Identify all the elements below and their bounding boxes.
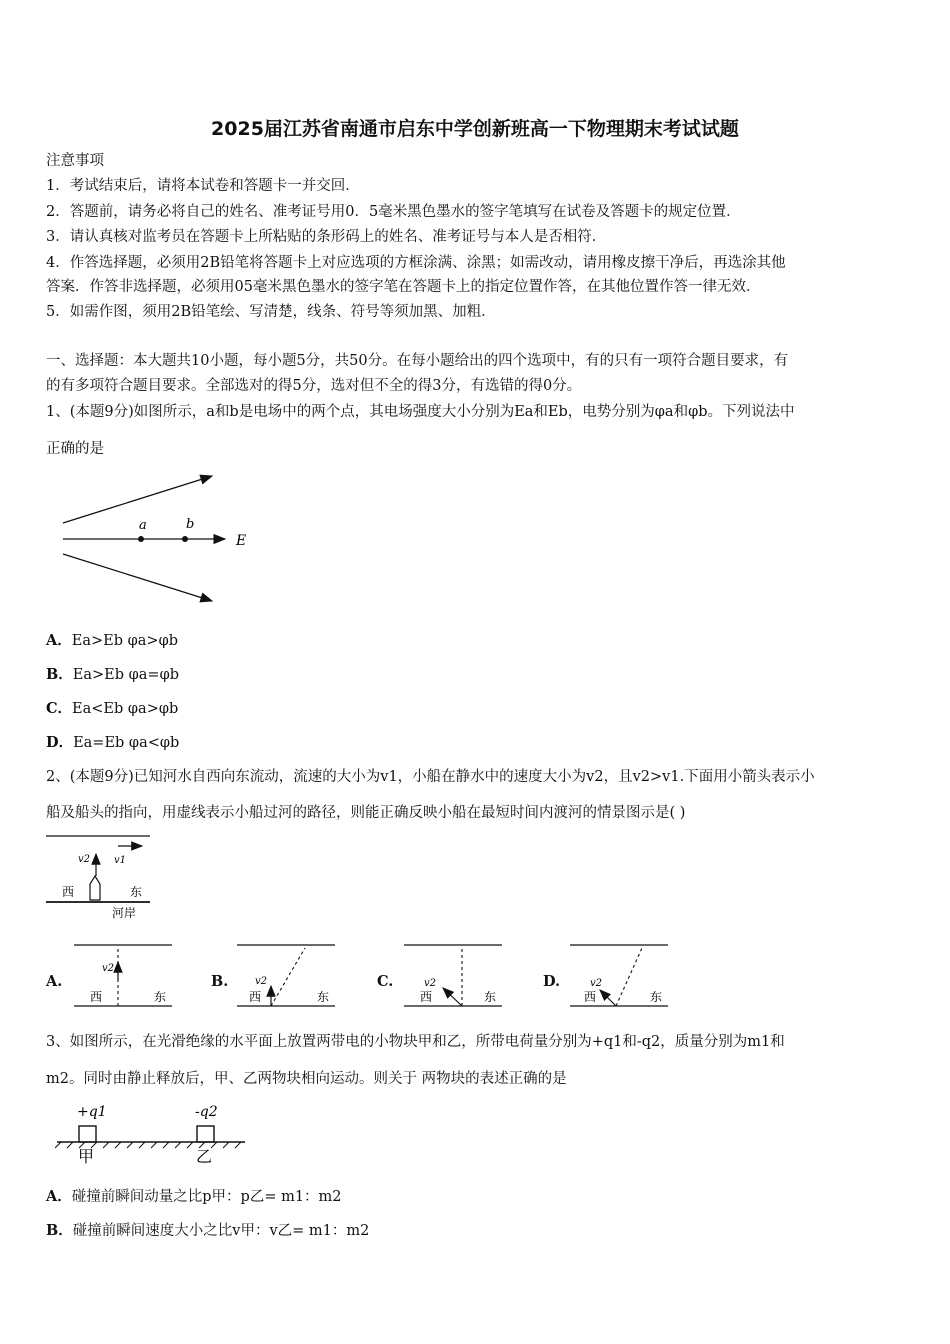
q2-option-d-label: D. (543, 973, 561, 990)
v2-label: v2 (78, 854, 91, 865)
q2-option-a-label: A. (46, 973, 63, 990)
label-E: E (236, 533, 247, 549)
q1-field-figure (55, 468, 265, 608)
notice-item: 2．答题前，请务必将自己的姓名、准考证号用0．5毫米黑色墨水的签字笔填写在试卷及答题卡的规定位置． (46, 204, 741, 220)
q2-stem: 船及船头的指向，用虚线表示小船过河的路径，则能正确反映小船在最短时间内渡河的情景图示是( ) (46, 805, 686, 821)
block-jia (79, 1126, 96, 1142)
q3-option-b: B．碰撞前瞬间速度大小之比v甲：v乙= m1：m2 (46, 1222, 370, 1239)
east-label: 东 (317, 990, 330, 1004)
q1-label: +q1 (77, 1104, 107, 1120)
field-line (63, 554, 212, 601)
east-label: 东 (484, 990, 497, 1004)
boat-arrow (600, 990, 616, 1006)
q2-option-a-figure (72, 940, 176, 1010)
jia-label: 甲 (78, 1147, 95, 1166)
page-title: 2025届江苏省南通市启东中学创新班高一下物理期末考试试题 (211, 118, 739, 140)
bank-label: 河岸 (112, 906, 137, 920)
notice-item: 4．作答选择题，必须用2B铅笔将答题卡上对应选项的方框涂满、涂黑；如需改动，请用橡皮擦干净后，再选涂其他 (46, 255, 786, 271)
west-label: 西 (249, 990, 262, 1004)
q1-option-d: D．Ea=Eb φa<φb (46, 734, 180, 751)
v2-label: v2 (255, 976, 268, 987)
q2-option-d-figure (568, 940, 672, 1010)
boat-icon (90, 876, 100, 900)
west-label: 西 (584, 990, 597, 1004)
east-label: 东 (650, 990, 663, 1004)
q2-river-figure (44, 832, 154, 922)
east-label: 东 (154, 990, 167, 1004)
q1-option-c: C．Ea<Eb φa>φb (46, 700, 179, 717)
section-intro: 的有多项符合题目要求。全部选对的得5分，选对但不全的得3分，有选错的得0分。 (46, 378, 582, 394)
notice-heading: 注意事项 (46, 153, 104, 169)
q1-stem: 1、(本题9分)如图所示，a和b是电场中的两个点，其电场强度大小分别为Ea和Eb，电势分别为φa和φb。下列说法中 (46, 404, 795, 420)
notice-item: 1．考试结束后，请将本试卷和答题卡一并交回． (46, 178, 360, 194)
label-b: b (186, 517, 195, 532)
west-label: 西 (420, 990, 433, 1004)
q3-stem: m2。同时由静止释放后，甲、乙两物块相向运动。则关于 两物块的表述正确的是 (46, 1071, 567, 1087)
q3-stem: 3、如图所示，在光滑绝缘的水平面上放置两带电的小物块甲和乙，所带电荷量分别为+q1和-q2，质量分别为m1和 (46, 1034, 785, 1050)
q2-option-b-figure (235, 940, 339, 1010)
q2-label: -q2 (195, 1104, 218, 1120)
q2-option-c-label: C. (377, 973, 394, 990)
west-label: 西 (62, 885, 75, 899)
point-a (138, 536, 144, 542)
notice-item: 5．如需作图，须用2B铅笔绘、写清楚，线条、符号等须加黑、加粗． (46, 304, 496, 320)
q1-option-a: A．Ea>Eb φa>φb (46, 632, 179, 649)
q2-option-c-figure (402, 940, 506, 1010)
q1-stem: 正确的是 (46, 441, 104, 457)
label-a: a (139, 518, 147, 533)
point-b (182, 536, 188, 542)
v1-label: v1 (114, 855, 127, 866)
v2-label: v2 (590, 978, 603, 989)
field-line (63, 476, 212, 523)
east-label: 东 (130, 885, 143, 899)
block-yi (197, 1126, 214, 1142)
section-intro: 一、选择题：本大题共10小题，每小题5分，共50分。在每小题给出的四个选项中，有的只有一项符合题目要求，有 (46, 353, 789, 369)
notice-item: 答案．作答非选择题，必须用05毫米黑色墨水的签字笔在答题卡上的指定位置作答，在其他位置作答一律无效． (46, 279, 761, 295)
west-label: 西 (90, 990, 103, 1004)
yi-label: 乙 (196, 1147, 213, 1166)
q3-blocks-figure (55, 1100, 250, 1168)
notice-item: 3．请认真核对监考员在答题卡上所粘贴的条形码上的姓名、准考证号与本人是否相符． (46, 229, 607, 245)
q2-stem: 2、(本题9分)已知河水自西向东流动，流速的大小为v1，小船在静水中的速度大小为v2，且v2>v1.下面用小箭头表示小 (46, 769, 815, 785)
v2-label: v2 (424, 978, 437, 989)
q1-option-b: B．Ea>Eb φa=φb (46, 666, 180, 683)
boat-arrow (443, 988, 462, 1006)
q2-option-b-label: B. (211, 973, 229, 990)
q3-option-a: A．碰撞前瞬间动量之比p甲：p乙= m1：m2 (46, 1188, 342, 1205)
v2-label: v2 (102, 963, 115, 974)
